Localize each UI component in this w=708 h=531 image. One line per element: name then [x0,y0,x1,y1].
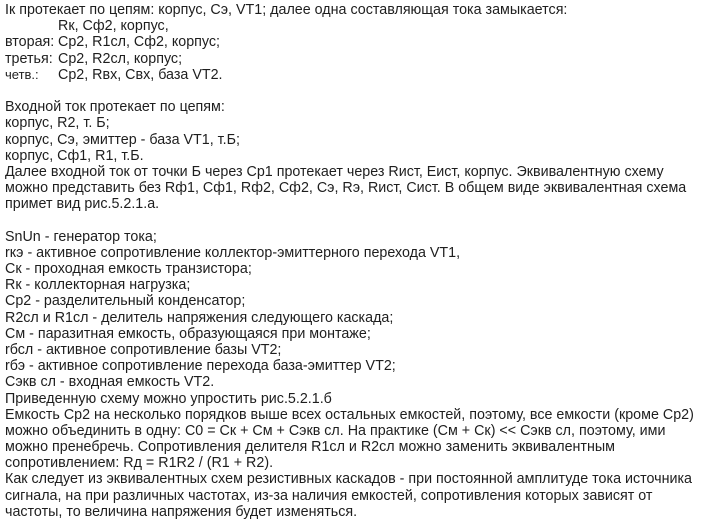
path-row [5,51,708,67]
text-line: rкэ - активное сопротивление коллектор-эмиттерного перехода VT1, [5,244,461,261]
spacer [5,212,708,228]
text-line: Далее входной ток от точки Б через Cр1 протекает через Rист, Eист, корпус. Эквивалентную схему [5,163,664,180]
text-line: корпус, R2, т. Б; [5,115,110,132]
text-line: R2сл и R1сл - делитель напряжения следующего каскада; [5,309,394,326]
text-line: Cэкв сл - входная емкость VT2. [5,374,215,391]
path-text: Cр2, R1сл, Cф2, корпус; [58,34,221,51]
text-line: Cк - проходная емкость транзистора; [5,261,252,277]
text-line: Cр2 - разделительный конденсатор; [5,293,246,310]
text-line: SnUn - генератор тока; [5,228,157,245]
text-line: rбэ - активное сопротивление перехода база-эмиттер VT2; [5,358,396,375]
text-line: корпус, Cэ, эмиттер - база VT1, т.Б; [5,131,240,148]
text-line: Rк, Cф2, корпус, [58,18,169,35]
path-label: третья: [5,50,53,67]
text-line: rбсл - активное сопротивление базы VT2; [5,341,282,358]
text-line: корпус, Cф1, R1, т.Б. [5,147,144,164]
spacer [5,83,708,99]
text-line: Емкость Cр2 на несколько порядков выше всех остальных емкостей, поэтому, все емкости (кроме Cр2) [5,406,694,423]
path-text: Cр2, R2сл, корпус; [58,50,183,67]
path-row [5,67,708,83]
text-line: Cм - паразитная емкость, образующаяся при монтаже; [5,325,371,342]
path-text: Cр2, Rвх, Cвх, база VT2. [58,66,223,83]
text-line: можно представить без Rф1, Cф1, Rф2, Cф2, Cэ, Rэ, Rист, Cист. В общем виде эквивалентная схема [5,180,687,197]
path-label: четв.: [5,66,39,82]
text-line: сопротивлением: Rд = R1R2 / (R1 + R2). [5,455,274,472]
text-line: Приведенную схему можно упростить рис.5.2.1.б [5,390,332,407]
text-line: частоты, то величина напряжения будет изменяться. [5,503,358,520]
text-line: Входной ток протекает по цепям: [5,99,225,116]
text-line: Iк протекает по цепям: корпус, Cэ, VT1; далее одна составляющая тока замыкается: [5,2,568,18]
text-line: можно пренебречь. Сопротивления делителя R1сл и R2сл можно заменить эквивалентным [5,439,615,456]
text-line: Как следует из эквивалентных схем резистивных каскадов - при постоянной амплитуде тока источника [5,471,693,488]
text-line: Rк - коллекторная нагрузка; [5,277,191,294]
text-line: сигнала, на при различных частотах, из-за наличия емкостей, сопротивления которых зависят от [5,487,653,504]
text-line: можно объединить в одну: C0 = Cк + Cм + Cэкв сл. На практике (Cм + Cк) << Cэкв сл, поэтому, ими [5,422,666,439]
text-line: примет вид рис.5.2.1.а. [5,196,160,213]
path-row [5,34,708,50]
path-label: вторая: [5,34,55,51]
